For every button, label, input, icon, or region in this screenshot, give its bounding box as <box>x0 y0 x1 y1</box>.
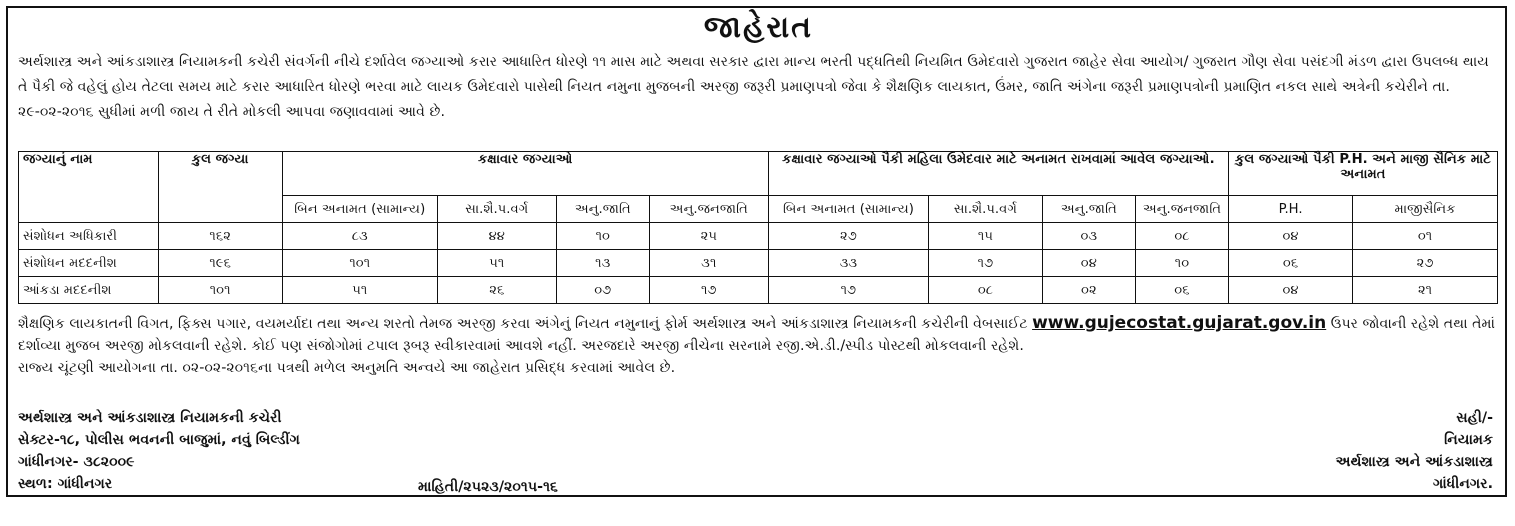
table-cell: ૧૬૨ <box>158 223 282 250</box>
election-commission-note: રાજ્ય ચૂંટણી આયોગના તા. ૦૨-૦૨-૨૦૧૬ના પત્રથી મળેલ અનુમતિ અન્વયે આ જાહેરાત પ્રસિદ્ધ કરવામાં આવેલ છે. <box>18 360 676 376</box>
intro-paragraph: અર્થશાસ્ત્ર અને આંકડાશાસ્ત્ર નિયામકની કચેરી સંવર્ગની નીચે દર્શાવેલ જગ્યાઓ કરાર આધારિત ધોરણે ૧૧ માસ માટે અથવા સરકાર દ્વારા માન્ય ભરતી પદ્ધતિથી નિયમિત ઉમેદવારો ગુજરાત જાહેર સેવા આયોગ/ ગુજરાત ગૌણ સેવા પસંદગી મંડળ દ્વારા ઉપલબ્ધ થાય તે પૈકી જે વહેલું હોય તેટલા સમય માટે કરાર આધારિત ધોરણે ભરવા માટે લાયક ઉમેદવારો પાસેથી નિયત નમુના મુજબની અરજી જરૂરી પ્રમાણપત્રો જેવા કે શૈક્ષણિક લાયકાત, ઉંમર, જાતિ અંગેના જરૂરી પ્રમાણપત્રોની પ્રમાણિત નકલ સાથે અત્રેની કચેરીને તા. ૨૯-૦૨-૨૦૧૬ સુધીમાં મળી જાય તે રીતે મોકલી આપવા જણાવવામાં આવે છે. <box>18 54 1489 120</box>
table-cell: ૩૩ <box>768 250 928 277</box>
vacancy-table <box>18 151 1498 304</box>
table-cell: ૧૦૧ <box>282 250 437 277</box>
table-cell: ૮૩ <box>282 223 437 250</box>
instructions-text-after-url: ઉપર જોવાની રહેશે તથા તેમાં દર્શાવ્યા મુજબ અરજી મોકલવાની રહેશે. કોઈ પણ સંજોગોમાં ટપાલ રૂબરૂ સ્વીકારવામાં આવશે નહીં. અરજદારે અરજી નીચેના સરનામે રજી.એ.ડી./સ્પીડ પોસ્ટથી મોકલવાની રહેશે. <box>18 316 1495 354</box>
table-cell: ૧૦ <box>1135 250 1228 277</box>
table-cell: ૫૧ <box>282 277 437 304</box>
signature-line: અર્થશાસ્ત્ર અને આંકડાશાસ્ત્ર <box>1335 454 1493 470</box>
table-cell: ૦૪ <box>1229 223 1353 250</box>
table-cell: ૦૭ <box>556 277 649 304</box>
table-cell: સંશોધન મદદનીશ <box>19 250 159 277</box>
table-row <box>19 277 1498 304</box>
table-cell: ૦૮ <box>929 277 1043 304</box>
subheader-cell: અનુ.જાતિ <box>556 196 649 223</box>
header-post-name: જગ્યાનું નામ <box>19 152 159 223</box>
signature-line: સહી/- <box>1456 410 1493 426</box>
office-address <box>18 407 300 495</box>
signature-block <box>1336 407 1493 495</box>
subheader-cell: અનુ.જનજાતિ <box>649 196 768 223</box>
table-cell: આંકડા મદદનીશ <box>19 277 159 304</box>
subheader-cell: બિન અનામત (સામાન્ય) <box>768 196 928 223</box>
table-cell: ૦૩ <box>1042 223 1135 250</box>
table-cell: ૧૯૬ <box>158 250 282 277</box>
header-category-posts: કક્ષાવાર જગ્યાઓ <box>282 152 768 196</box>
header-women-reserved: કક્ષાવાર જગ્યાઓ પૈકી મહિલા ઉમેદવાર માટે અનામત રાખવામાં આવેલ જગ્યાઓ. <box>768 152 1228 196</box>
address-line: ગાંધીનગર- ૩૮૨૦૦૯ <box>18 454 135 470</box>
table-cell: ૨૬ <box>437 277 556 304</box>
signature-line: નિયામક <box>1444 432 1493 448</box>
table-cell: ૦૨ <box>1042 277 1135 304</box>
table-row <box>19 223 1498 250</box>
website-link[interactable]: www.gujecostat.gujarat.gov.in <box>1032 313 1327 333</box>
place-line: સ્થળ: ગાંધીનગર <box>18 476 113 492</box>
table-cell: સંશોધન અધિકારી <box>19 223 159 250</box>
table-cell: ૧૭ <box>929 250 1043 277</box>
table-cell: ૦૬ <box>1229 250 1353 277</box>
table-cell: ૦૪ <box>1042 250 1135 277</box>
table-header-row <box>19 152 1498 196</box>
subheader-cell: સા.શૈ.પ.વર્ગ <box>929 196 1043 223</box>
table-cell: ૪૪ <box>437 223 556 250</box>
subheader-cell: P.H. <box>1229 196 1353 223</box>
signature-line: ગાંધીનગર. <box>1432 476 1493 492</box>
table-cell: ૨૧ <box>1353 277 1498 304</box>
subheader-cell: બિન અનામત (સામાન્ય) <box>282 196 437 223</box>
table-cell: ૦૮ <box>1135 223 1228 250</box>
subheader-cell: અનુ.જાતિ <box>1042 196 1135 223</box>
table-cell: ૫૧ <box>437 250 556 277</box>
application-instructions <box>18 312 1498 357</box>
instructions-text-before-url: શૈક્ષણિક લાયકાતની વિગત, ફિક્સ પગાર, વયમર્યાદા તથા અન્ય શરતો તેમજ અરજી કરવા અંગેનું નિયત નમુનાનું ફોર્મ અર્થશાસ્ત્ર અને આંકડાશાસ્ત્ર નિયામકની કચેરીની વેબસાઈટ <box>18 316 1028 332</box>
subheader-cell: માજીસૈનિક <box>1353 196 1498 223</box>
address-line: અર્થશાસ્ત્ર અને આંકડાશાસ્ત્ર નિયામકની કચેરી <box>18 410 282 426</box>
address-line: સેક્ટર-૧૮, પોલીસ ભવનની બાજુમાં, નવું બિલ્ડીંગ <box>18 432 300 448</box>
advertisement-title: જાહેરાત <box>703 10 814 45</box>
table-cell: ૦૪ <box>1229 277 1353 304</box>
reference-number: માહિતી/૨૫૨૩/૨૦૧૫-૧૬ <box>418 479 558 495</box>
subheader-cell: સા.શૈ.પ.વર્ગ <box>437 196 556 223</box>
table-cell: ૧૫ <box>929 223 1043 250</box>
subheader-cell: અનુ.જનજાતિ <box>1135 196 1228 223</box>
table-cell: ૨૭ <box>768 223 928 250</box>
table-cell: ૩૧ <box>649 250 768 277</box>
table-cell: ૧૦ <box>556 223 649 250</box>
header-ph-exsm: કુલ જગ્યાઓ પૈકી P.H. અને માજી સૈનિક માટે અનામત <box>1229 152 1498 196</box>
table-cell: ૧૭ <box>649 277 768 304</box>
table-cell: ૦૧ <box>1353 223 1498 250</box>
advertisement-frame <box>6 6 1507 497</box>
table-cell: ૧૦૧ <box>158 277 282 304</box>
table-cell: ૨૭ <box>1353 250 1498 277</box>
footer-text <box>18 312 1498 379</box>
table-cell: ૦૬ <box>1135 277 1228 304</box>
table-row <box>19 250 1498 277</box>
table-cell: ૨૫ <box>649 223 768 250</box>
table-cell: ૧૩ <box>556 250 649 277</box>
header-total: કુલ જગ્યા <box>158 152 282 223</box>
table-cell: ૧૭ <box>768 277 928 304</box>
